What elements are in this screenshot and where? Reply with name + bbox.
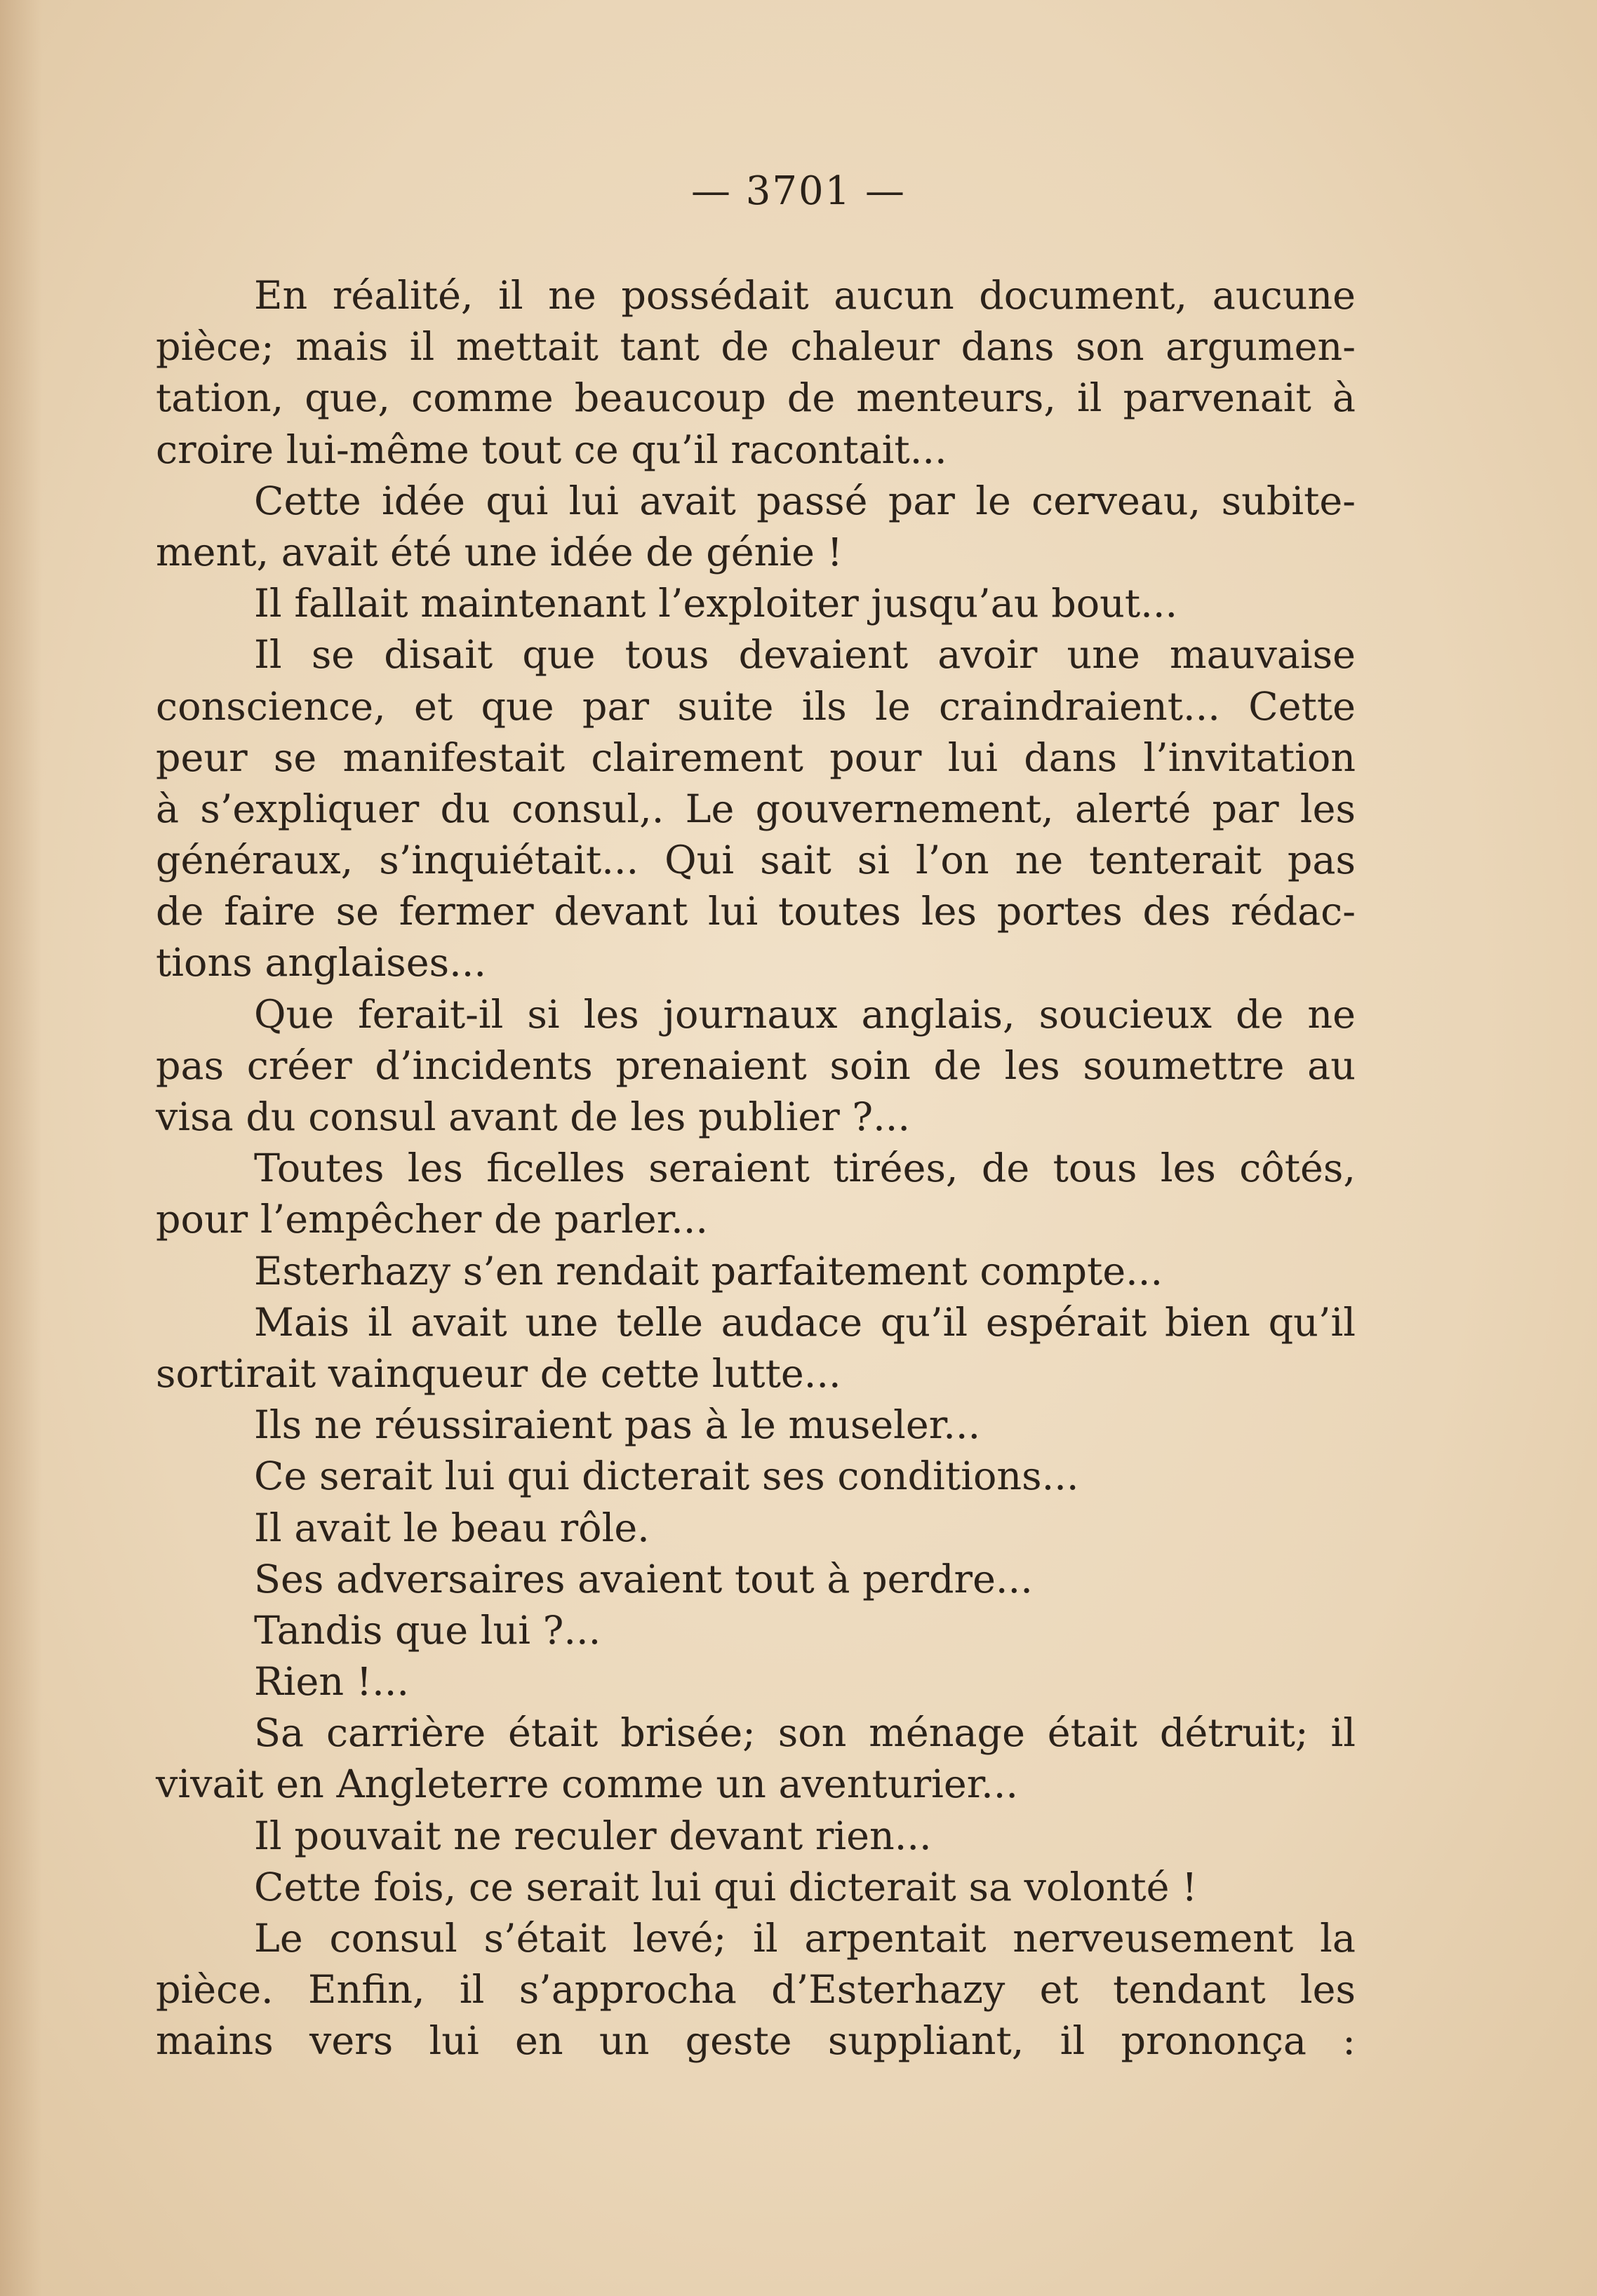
text-line: Ils ne réussiraient pas à le museler... [254, 1402, 981, 1449]
text-line: Il fallait maintenant l’exploiter jusqu’au bout... [254, 581, 1178, 627]
text-line: pour l’empêcher de parler... [156, 1197, 709, 1243]
text-line: tions anglaises... [156, 940, 487, 986]
text-line: pas créer d’incidents prenaient soin de les soumettre au [156, 1042, 1356, 1089]
text-line: Mais il avait une telle audace qu’il espérait bien qu’il [254, 1299, 1356, 1345]
text-line: Cette idée qui lui avait passé par le cerveau, subite- [254, 478, 1356, 524]
text-line: de faire se fermer devant lui toutes les portes des rédac- [156, 889, 1356, 935]
text-line: conscience, et que par suite ils le craindraient... Cette [156, 683, 1356, 730]
text-line: visa du consul avant de les publier ?... [156, 1094, 911, 1140]
text-line: Rien !... [254, 1659, 409, 1705]
text-line: Il se disait que tous devaient avoir une mauvaise [254, 632, 1356, 678]
text-line: Ce serait lui qui dicterait ses conditions... [254, 1454, 1079, 1500]
text-line: Cette fois, ce serait lui qui dicterait sa volonté ! [254, 1864, 1198, 1910]
text-line: tation, que, comme beaucoup de menteurs, il parvenait à [156, 375, 1356, 422]
text-line: Il pouvait ne reculer devant rien... [254, 1813, 932, 1859]
body-text [156, 270, 1356, 2067]
text-line: Le consul s’était levé; il arpentait nerveusement la [254, 1916, 1356, 1961]
text-line: à s’expliquer du consul,. Le gouvernement, alerté par les [156, 786, 1356, 832]
text-line: généraux, s’inquiétait... Qui sait si l’on ne tenterait pas [156, 838, 1356, 884]
text-line: Ses adversaires avaient tout à perdre... [254, 1556, 1033, 1602]
text-line: Il avait le beau rôle. [254, 1505, 650, 1551]
text-line: Tandis que lui ?... [254, 1607, 601, 1653]
text-line: Sa carrière était brisée; son ménage était détruit; il [254, 1710, 1356, 1757]
text-line: peur se manifestait clairement pour lui dans l’invitation [156, 734, 1356, 781]
text-line: pièce; mais il mettait tant de chaleur dans son argumen- [156, 324, 1356, 370]
text-line: pièce. Enfin, il s’approcha d’Esterhazy et tendant les [156, 1967, 1356, 2013]
text-line: sortirait vainqueur de cette lutte... [156, 1350, 841, 1397]
page-edge-shadow [0, 0, 42, 2296]
text-line: En réalité, il ne possédait aucun document, aucune [254, 273, 1356, 318]
text-line: vivait en Angleterre comme un aventurier... [156, 1761, 1019, 1808]
text-line: Toutes les ficelles seraient tirées, de tous les côtés, [254, 1146, 1356, 1192]
text-line: Esterhazy s’en rendait parfaitement compte... [254, 1248, 1163, 1294]
text-line: croire lui-même tout ce qu’il racontait... [156, 427, 947, 473]
text-line: ment, avait été une idée de génie ! [156, 529, 843, 575]
page-number: — 3701 — [690, 168, 907, 214]
text-line: Que ferait-il si les journaux anglais, soucieux de ne [254, 991, 1356, 1038]
text-line: mains vers lui en un geste suppliant, il prononça : [156, 2018, 1356, 2065]
